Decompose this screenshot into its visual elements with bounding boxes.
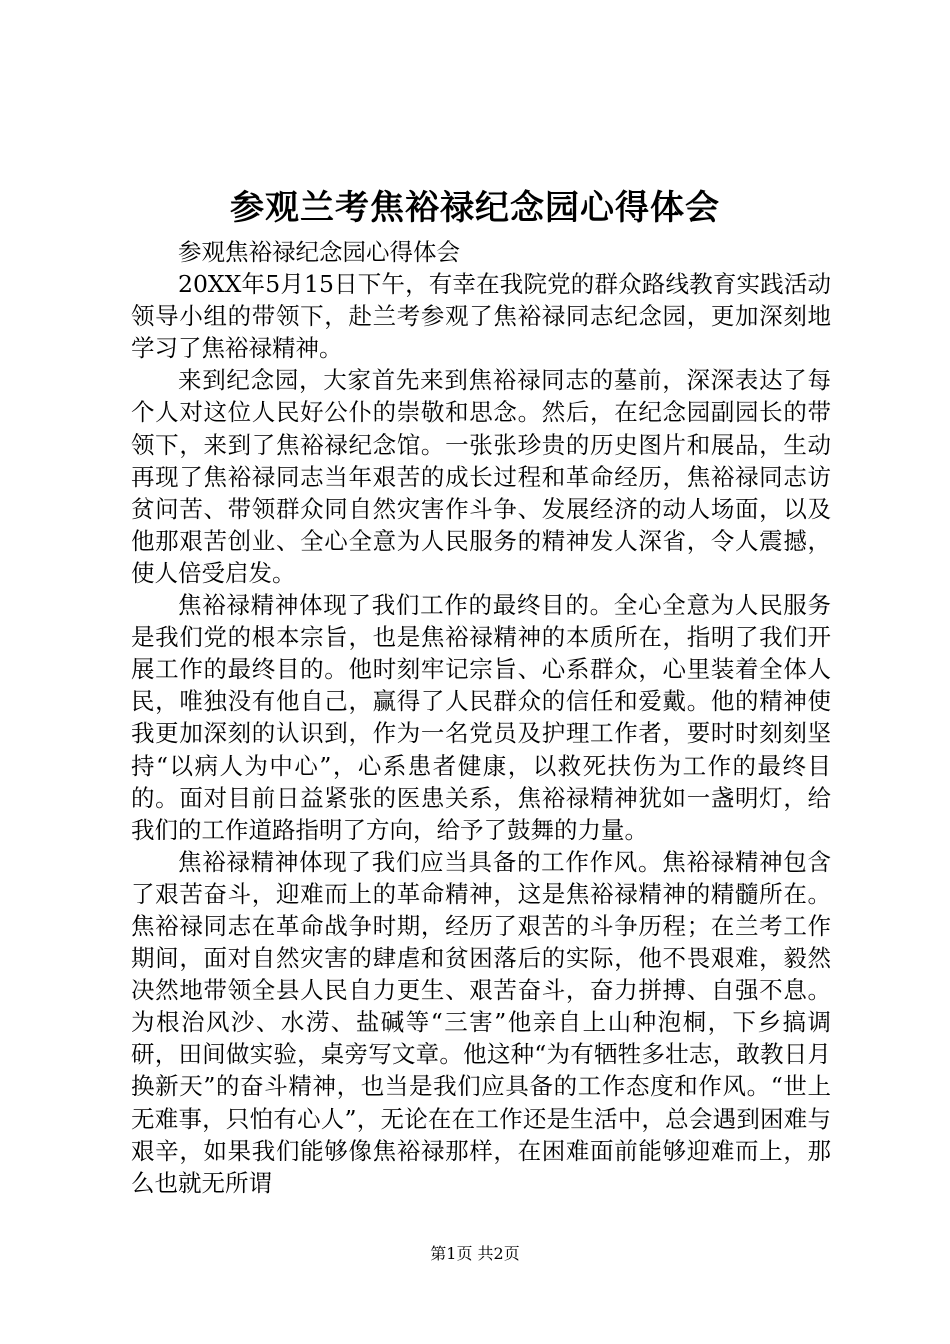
paragraph: 20XX年5月15日下午，有幸在我院党的群众路线教育实践活动领导小组的带领下，赴兰考参观了焦裕禄同志纪念园，更加深刻地学习了焦裕禄精神。 bbox=[131, 270, 831, 363]
document-body bbox=[131, 236, 831, 1199]
document-title: 参观兰考焦裕禄纪念园心得体会 bbox=[230, 188, 720, 228]
page-footer: 第1页 共2页 bbox=[430, 1244, 520, 1263]
paragraph: 焦裕禄精神体现了我们应当具备的工作作风。焦裕禄精神包含了艰苦奋斗，迎难而上的革命精神，这是焦裕禄精神的精髓所在。焦裕禄同志在革命战争时期，经历了艰苦的斗争历程；在兰考工作期间，面对自然灾害的肆虐和贫困落后的实际，他不畏艰难，毅然决然地带领全县人民自力更生、艰苦奋斗，奋力拼搏、自强不息。为根治风沙、水涝、盐碱等“三害”他亲自上山种泡桐，下乡搞调研，田间做实验，桌旁写文章。他这种“为有牺牲多壮志，敢教日月换新天”的奋斗精神，也当是我们应具备的工作态度和作风。“世上无难事，只怕有心人”，无论在在工作还是生活中，总会遇到困难与艰辛，如果我们能够像焦裕禄那样，在困难面前能够迎难而上，那么也就无所谓 bbox=[131, 847, 831, 1197]
paragraph: 来到纪念园，大家首先来到焦裕禄同志的墓前，深深表达了每个人对这位人民好公仆的崇敬和思念。然后，在纪念园副园长的带领下，来到了焦裕禄纪念馆。一张张珍贵的历史图片和展品，生动再现了焦裕禄同志当年艰苦的成长过程和革命经历，焦裕禄同志访贫问苦、带领群众同自然灾害作斗争、发展经济的动人场面，以及他那艰苦创业、全心全意为人民服务的精神发人深省，令人震撼，使人倍受启发。 bbox=[131, 366, 831, 587]
paragraph: 焦裕禄精神体现了我们工作的最终目的。全心全意为人民服务是我们党的根本宗旨，也是焦裕禄精神的本质所在，指明了我们开展工作的最终目的。他时刻牢记宗旨、心系群众，心里装着全体人民，唯独没有他自己，赢得了人民群众的信任和爱戴。他的精神使我更加深刻的认识到，作为一名党员及护理工作者，要时时刻刻坚持“以病人为中心”，心系患者健康，以救死扶伤为工作的最终目的。面对目前日益紧张的医患关系，焦裕禄精神犹如一盏明灯，给我们的工作道路指明了方向，给予了鼓舞的力量。 bbox=[131, 591, 831, 844]
paragraph-subtitle: 参观焦裕禄纪念园心得体会 bbox=[178, 238, 460, 266]
